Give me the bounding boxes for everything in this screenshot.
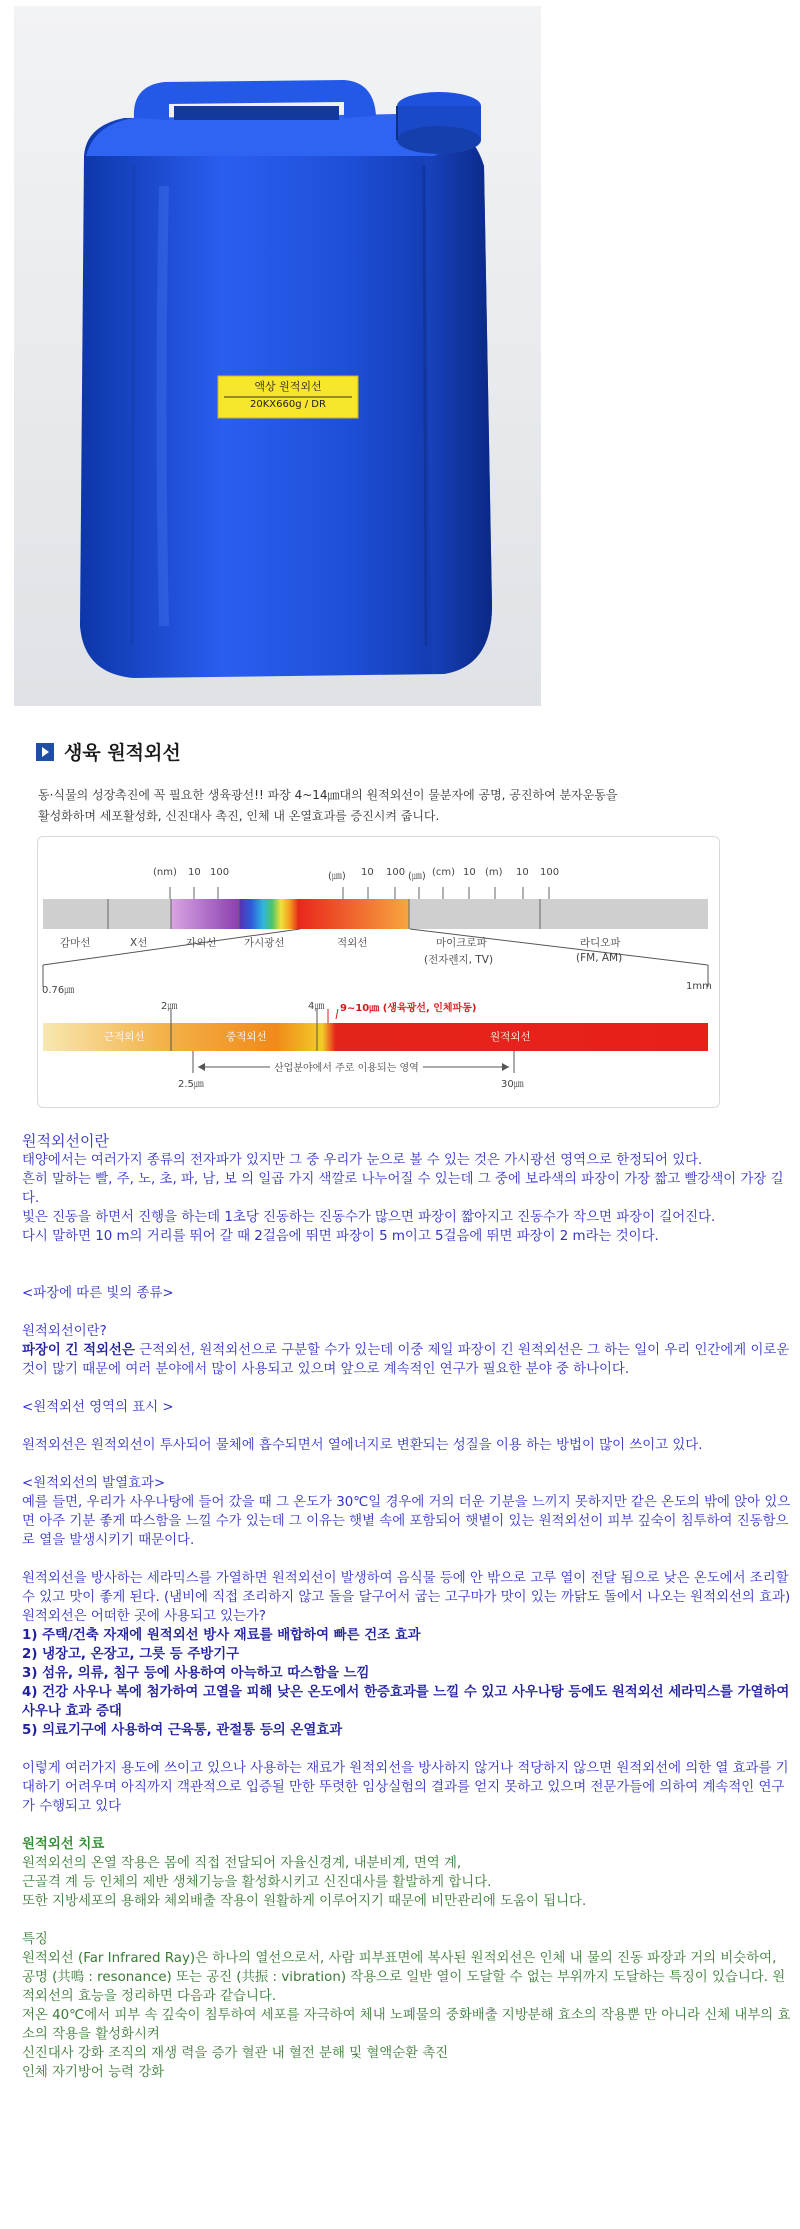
ir-band-near: 근적외선 xyxy=(104,1031,145,1043)
tick-nm-10: 10 xyxy=(188,867,201,878)
p3-rest: 근적외선, 원적외선으로 구분할 수가 있는데 이중 제일 파장이 긴 원적외선은 그 하는 일이 우리 인간에게 이로운 것이 많기 때문에 여러 분야에서 많이 사용되고 있으며 앞으로 계속적인 연구가 필요한 분야 중 하나이다. xyxy=(22,1343,790,1377)
use-item: 4) 건강 사우나 복에 첨가하여 고열을 피해 낮은 온도에서 한증효과를 느낄 수 있고 사우나탕 등에도 원적외선 세라믹스를 가열하여 사우나 효과 증대 xyxy=(22,1685,790,1719)
p9-line-2: 근골격 계 등 인체의 제반 생체기능을 활성화시키고 신진대사를 활발하게 합니다. xyxy=(22,1875,492,1890)
p1-line-1: 태양에서는 여러가지 종류의 전자파가 있지만 그 중 우리가 눈으로 볼 수 있는 것은 가시광선 영역으로 한정되어 있다. xyxy=(22,1153,703,1168)
p9-title: 원적외선 치료 xyxy=(22,1837,105,1852)
use-item: 2) 냉장고, 온장고, 그릇 등 주방기구 xyxy=(22,1647,240,1662)
p4-title: <원적외선 영역의 표시 > xyxy=(22,1400,174,1415)
band-visible: 가시광선 xyxy=(244,937,285,949)
p10-line-3: 신진대사 강화 조직의 재생 력을 증가 혈관 내 혈전 분해 및 혈액순환 촉진 xyxy=(22,2046,449,2061)
tick-nm-100: 100 xyxy=(210,867,230,878)
tick-m-100: 100 xyxy=(540,867,560,878)
band-uv: 자외선 xyxy=(186,937,217,949)
ir-highlight: 9~10㎛ (생육광선, 인체파동) xyxy=(340,1003,477,1014)
p3-question: 원적외선이란? xyxy=(22,1324,107,1339)
tick-nm-unit: (nm) xyxy=(153,867,177,878)
p5-body: 원적외선은 원적외선이 투사되어 물체에 흡수되면서 열에너지로 변환되는 성질을 이용 하는 방법이 많이 쓰이고 있다. xyxy=(22,1438,703,1453)
ir-tick-4um: 4㎛ xyxy=(308,1001,325,1012)
p1-title: 원적외선이란 xyxy=(22,1132,109,1150)
tick-cm-unit: (cm) xyxy=(432,867,456,878)
p10-title: 특징 xyxy=(22,1932,48,1947)
intro-line-1: 동·식물의 성장촉진에 꼭 필요한 생육광선!! 파장 4~14㎛대의 원적외선이 물분자에 공명, 공진하여 분자운동을 xyxy=(38,788,618,802)
p8-body: 이렇게 여러가지 용도에 쓰이고 있으나 사용하는 재료가 원적외선을 방사하지 않거나 적당하지 않으면 원적외선에 의한 열 효과를 기대하기 어려우며 아직까지 객관적으로 입증될 만한 뚜렷한 임상실험의 결과를 얻지 못하고 있으며 전문가들에 의하여 계속적인 연구가 수행되고 있다 xyxy=(22,1761,789,1814)
use-item: 5) 의료기구에 사용하여 근육통, 관절통 등의 온열효과 xyxy=(22,1723,343,1738)
p7-question: 원적외선은 어떠한 곳에 사용되고 있는가? xyxy=(22,1609,267,1624)
band-microwave: 마이크로파 xyxy=(436,937,487,949)
section-heading xyxy=(36,738,181,765)
article-body xyxy=(22,1132,792,2082)
tick-cm-10: 10 xyxy=(463,867,476,878)
p10-line-1: 원적외선 (Far Infrared Ray)은 하나의 열선으로서, 사람 피부표면에 복사된 원적외선은 인체 내 물의 진동 파장과 거의 비슷하여, 공명 (共鳴 : resonance) 또는 공진 (共振 : vibration) 작용으로 일반 열이 도달할 수 없는 부위까지 도달하는 특징이 있습니다. 원적외선의 효능을 정리하면 다음과 같습니다. xyxy=(22,1951,786,2004)
use-item: 1) 주택/건축 자재에 원적외선 방사 재료를 배합하여 빠른 건조 효과 xyxy=(22,1628,421,1643)
industrial-label: 산업분야에서 주로 이용되는 영역 xyxy=(270,1059,423,1074)
use-item: 3) 섬유, 의류, 침구 등에 사용하여 아늑하고 따스함을 느낌 xyxy=(22,1666,370,1681)
blue-jerrycan-image xyxy=(14,6,541,706)
ir-band-far: 원적외선 xyxy=(490,1031,531,1043)
p3-body xyxy=(22,1341,792,1379)
p9-line-1: 원적외선의 온열 작용은 몸에 직접 전달되어 자율신경계, 내분비계, 면역 계, xyxy=(22,1856,462,1871)
p3-bold: 파장이 긴 적외선은 xyxy=(22,1343,135,1358)
band-microwave-sub: (전자렌지, TV) xyxy=(424,954,494,966)
band-radio: 라디오파 xyxy=(580,937,621,949)
product-photo xyxy=(14,6,541,706)
p10-line-4: 인체 자기방어 능력 강화 xyxy=(22,2065,165,2080)
band-infrared: 적외선 xyxy=(337,937,368,949)
industrial-start: 2.5㎛ xyxy=(178,1079,204,1090)
tick-m-10: 10 xyxy=(516,867,529,878)
product-label-line1: 액상 원적외선 xyxy=(254,380,322,393)
tick-um-100: 100 xyxy=(386,867,406,878)
section-title: 생육 원적외선 xyxy=(64,742,181,764)
p7-body: 원적외선을 방사하는 세라믹스를 가열하면 원적외선이 발생하여 음식물 등에 안 밖으로 고루 열이 전달 됨으로 낮은 온도에서 조리할 수 있고 맛이 좋게 된다. (냄비에 직접 조리하지 않고 돌을 달구어서 굽는 고구마가 맛이 있는 까닭도 돌에서 나오는 원적외선의 효과) xyxy=(22,1571,791,1605)
intro-line-2: 활성화하며 세포활성화, 신진대사 촉진, 인체 내 온열효과를 증진시켜 줍니다. xyxy=(38,809,440,823)
industrial-end: 30㎛ xyxy=(501,1079,524,1090)
tick-um-unit: (㎛) xyxy=(328,871,346,882)
range-start: 0.76㎛ xyxy=(42,985,75,996)
p6-body: 예를 들면, 우리가 사우나탕에 들어 갔을 때 그 온도가 30℃일 경우에 거의 더운 기분을 느끼지 못하지만 같은 온도의 밖에 앉아 있으면 아주 기분 좋게 따스함을 느낄 수가 있는데 그 이유는 햇볕 속에 포함되어 햇볕이 있는 원적외선이 피부 깊숙이 침투하여 진동함으로 열을 발생시키기 때문이다. xyxy=(22,1495,791,1548)
range-end: 1mm xyxy=(686,981,712,992)
tick-um-10: 10 xyxy=(361,867,374,878)
p6-title: <원적외선의 발열효과> xyxy=(22,1476,166,1491)
band-xray: X선 xyxy=(130,937,148,949)
p1-line-4: 다시 말하면 10 m의 거리를 뛰어 갈 때 2걸음에 뛰면 파장이 5 m이고 5걸음에 뛰면 파장이 2 m라는 것이다. xyxy=(22,1229,659,1244)
p2-title: <파장에 따른 빛의 종류> xyxy=(22,1286,174,1301)
product-label-line2: 20KX660g / DR xyxy=(250,399,326,410)
ir-tick-2um: 2㎛ xyxy=(161,1001,178,1012)
p1-line-2: 흔히 말하는 빨, 주, 노, 초, 파, 남, 보 의 일곱 가지 색깔로 나누어질 수 있는데 그 중에 보라색의 파장이 가장 짧고 빨강색이 가장 길다. xyxy=(22,1172,784,1206)
p1-line-3: 빛은 진동을 하면서 진행을 하는데 1초당 진동하는 진동수가 많으면 파장이 짧아지고 진동수가 작으면 파장이 길어진다. xyxy=(22,1210,716,1225)
p10-line-2: 저온 40℃에서 피부 속 깊숙이 침투하여 세포를 자극하여 체내 노폐물의 중화배출 지방분해 효소의 작용뿐 만 아니라 신체 내부의 효소의 작용을 활성화시켜 xyxy=(22,2008,791,2042)
tick-m-unit: (m) xyxy=(485,867,503,878)
p9-line-3: 또한 지방세포의 용해와 체외배출 작용이 원활하게 이루어지기 때문에 비만관리에 도움이 됩니다. xyxy=(22,1894,587,1909)
band-gamma: 감마선 xyxy=(60,937,91,949)
ir-band-mid: 중적외선 xyxy=(226,1031,267,1043)
play-square-icon xyxy=(36,743,54,761)
spectrum-diagram xyxy=(37,836,720,1108)
band-radio-sub: (FM, AM) xyxy=(576,952,623,964)
tick-um-unit-2: (㎛) xyxy=(408,871,426,882)
section-intro xyxy=(38,785,728,827)
